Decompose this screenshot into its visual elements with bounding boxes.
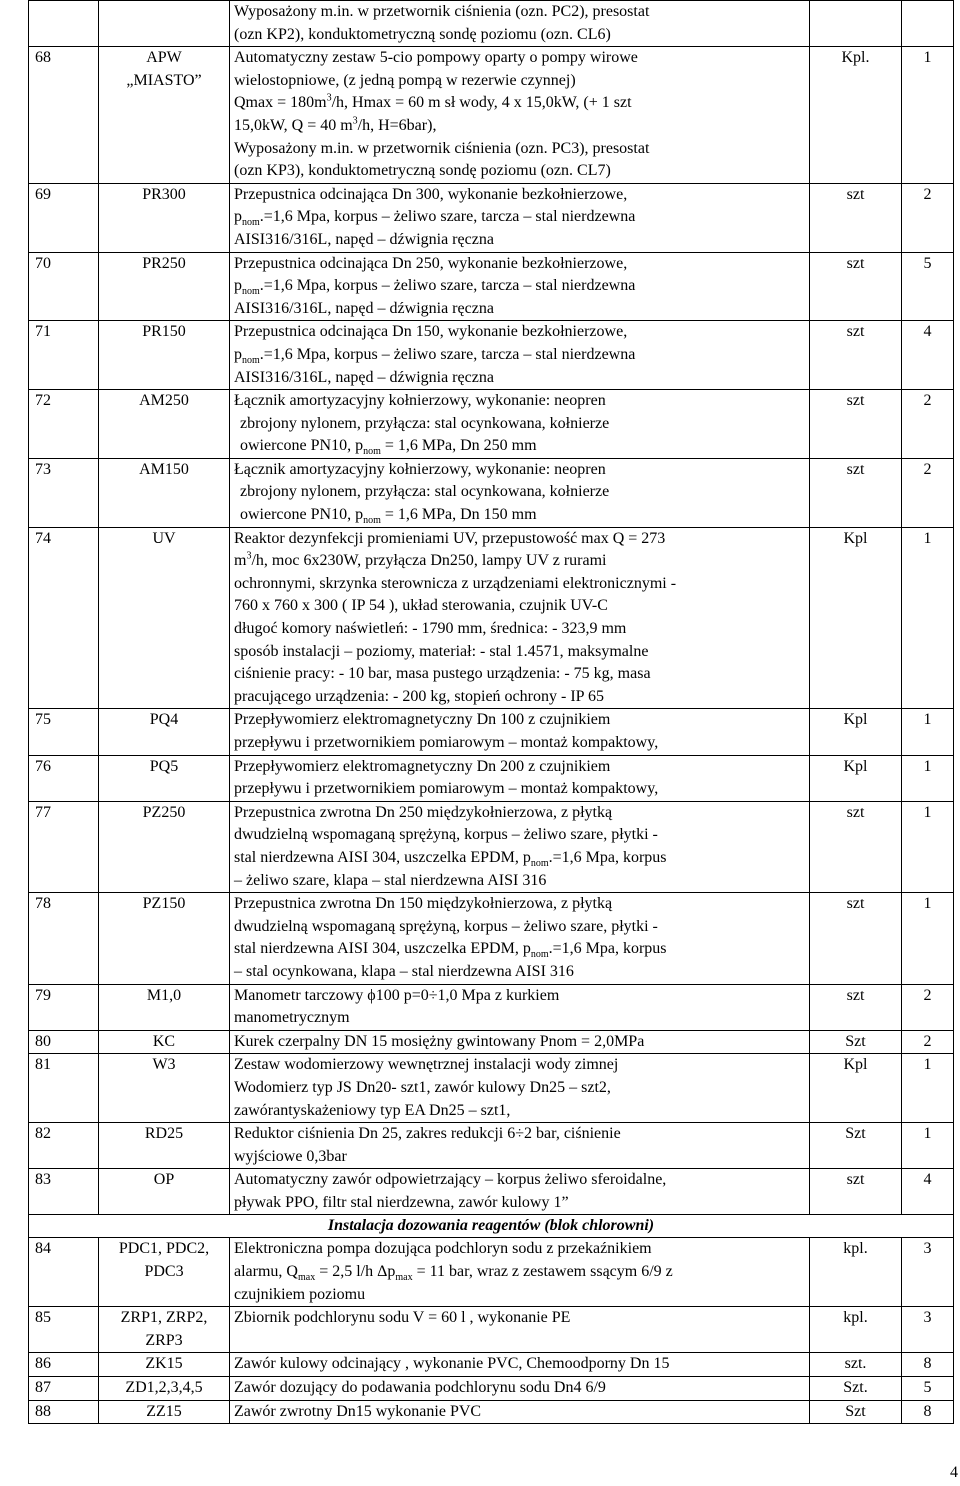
item-code-line: RD25 xyxy=(144,1125,184,1143)
item-description-line: dwudzielną wspomaganą sprężyną, korpus – żeliwo szare, płytki - xyxy=(234,917,658,935)
item-number: 69 xyxy=(29,183,99,252)
item-description-line: – stal ocynkowana, klapa – stal nierdzewna AISI 316 xyxy=(234,962,574,980)
item-number: 78 xyxy=(29,893,99,984)
item-number: 74 xyxy=(29,527,99,709)
item-description xyxy=(230,1307,810,1353)
item-unit: szt. xyxy=(810,1353,902,1377)
item-code-line: PQ4 xyxy=(149,711,179,729)
table-row xyxy=(29,1169,954,1215)
item-quantity: 1 xyxy=(902,709,954,755)
item-quantity: 2 xyxy=(902,390,954,459)
table-row xyxy=(29,1377,954,1401)
item-description-line: $m^3/h$, moc 6x230W, przyłącza Dn250, lampy UV z rurami xyxy=(234,550,607,570)
item-description xyxy=(230,47,810,184)
item-description-line: Wyposażony m.in. w przetwornik ciśnienia (ozn. PC2), presostat xyxy=(234,3,650,20)
table-row xyxy=(29,1,954,47)
item-code xyxy=(99,755,230,801)
item-description-line: AISI316/316L, napęd – dźwignia ręczna xyxy=(234,230,494,248)
item-code xyxy=(99,984,230,1030)
item-unit: Kpl xyxy=(810,527,902,709)
item-code xyxy=(99,1054,230,1123)
item-description xyxy=(230,321,810,390)
item-description-line: $p_{nom}.=1,6$ Mpa, korpus – żeliwo szare, tarcza – stal nierdzewna xyxy=(234,345,636,367)
item-code-line: ZRP1, ZRP2, xyxy=(120,1309,208,1327)
table-row xyxy=(29,893,954,984)
item-description-line: wyjściowe 0,3bar xyxy=(234,1147,347,1165)
item-description xyxy=(230,458,810,527)
item-unit: szt xyxy=(810,801,902,892)
item-description-line: AISI316/316L, napęd – dźwignia ręczna xyxy=(234,299,494,317)
item-description-line: zbrojony nylonem, przyłącza: stal ocynkowana, kołnierze xyxy=(240,414,610,432)
item-number xyxy=(29,1,99,47)
item-description-line: Reduktor ciśnienia Dn 25, zakres redukcji 6÷2 bar, ciśnienie xyxy=(234,1125,621,1143)
item-description-line: Zestaw wodomierzowy wewnętrznej instalacji wody zimnej xyxy=(234,1056,619,1074)
item-quantity: 2 xyxy=(902,183,954,252)
item-description-line: stal nierdzewna AISI 304, uszczelka EPDM, $p_{nom}.=1,6$ Mpa, korpus xyxy=(234,848,667,870)
section-heading: Instalacja dozowania reagentów (blok chlorowni) xyxy=(29,1215,954,1238)
item-description-line: Automatyczny zestaw 5-cio pompowy oparty o pompy wirowe xyxy=(234,49,638,67)
item-description-line: AISI316/316L, napęd – dźwignia ręczna xyxy=(234,368,494,386)
item-description xyxy=(230,801,810,892)
page-number: 4 xyxy=(950,1464,958,1481)
item-unit: szt xyxy=(810,183,902,252)
item-number: 79 xyxy=(29,984,99,1030)
item-description-line: wielostopniowe, (z jedną pompą w rezerwie czynnej) xyxy=(234,71,576,89)
item-unit: szt xyxy=(810,321,902,390)
item-quantity: 2 xyxy=(902,458,954,527)
table-row xyxy=(29,1030,954,1054)
item-description xyxy=(230,1,810,47)
item-quantity: 2 xyxy=(902,984,954,1030)
item-code xyxy=(99,1169,230,1215)
item-code-line: PDC3 xyxy=(144,1263,184,1281)
item-description xyxy=(230,984,810,1030)
item-code-line: PDC1, PDC2, xyxy=(118,1240,210,1258)
item-unit: Kpl. xyxy=(810,47,902,184)
table-row xyxy=(29,321,954,390)
item-description-line: Łącznik amortyzacyjny kołnierzowy, wykonanie: neopren xyxy=(234,460,606,478)
item-code xyxy=(99,1,230,47)
item-description-line: zbrojony nylonem, przyłącza: stal ocynkowana, kołnierze xyxy=(240,483,610,501)
table-row xyxy=(29,1307,954,1353)
item-code xyxy=(99,183,230,252)
item-description xyxy=(230,709,810,755)
item-code-line: PZ150 xyxy=(142,895,186,913)
item-unit: kpl. xyxy=(810,1307,902,1353)
table-row xyxy=(29,458,954,527)
item-description xyxy=(230,183,810,252)
item-description xyxy=(230,390,810,459)
item-description-line: ciśnienie pracy: - 10 bar, masa pustego urządzenia: - 75 kg, masa xyxy=(234,665,651,683)
item-code-line: M1,0 xyxy=(146,986,182,1004)
item-quantity: 3 xyxy=(902,1307,954,1353)
table-row xyxy=(29,47,954,184)
item-code xyxy=(99,321,230,390)
item-quantity: 5 xyxy=(902,252,954,321)
item-description-line: Elektroniczna pompa dozująca podchloryn sodu z przekaźnikiem xyxy=(234,1240,652,1258)
item-description xyxy=(230,1238,810,1307)
item-number: 80 xyxy=(29,1030,99,1054)
item-number: 76 xyxy=(29,755,99,801)
item-description-line: $p_{nom}.=1,6$ Mpa, korpus – żeliwo szare, tarcza – stal nierdzewna xyxy=(234,208,636,229)
item-unit: Kpl xyxy=(810,709,902,755)
item-description-line: przepływu i przetwornikiem pomiarowym – montaż kompaktowy, xyxy=(234,780,659,798)
table-row xyxy=(29,801,954,892)
item-unit: Szt xyxy=(810,1400,902,1424)
item-code xyxy=(99,1377,230,1401)
item-quantity: 1 xyxy=(902,1054,954,1123)
table-row xyxy=(29,1238,954,1307)
item-code xyxy=(99,1238,230,1307)
item-description-line: zawórantyskażeniowy typ EA Dn25 – szt1, xyxy=(234,1101,511,1119)
item-number: 68 xyxy=(29,47,99,184)
item-code-line: PQ5 xyxy=(149,757,179,775)
item-code xyxy=(99,1400,230,1424)
item-code xyxy=(99,1123,230,1169)
item-code xyxy=(99,1030,230,1054)
item-description-line: 760 x 760 x 300 ( IP 54 ), układ sterowania, czujnik UV-C xyxy=(234,597,608,615)
item-code-line: AM150 xyxy=(139,460,189,478)
item-code-line: APW xyxy=(146,49,182,67)
item-description-line: 15,0kW, Q = 40 $m^3/h$, H=6bar), xyxy=(234,115,437,134)
item-description xyxy=(230,1400,810,1424)
item-code-line: PR150 xyxy=(142,323,186,341)
item-description-line: Przepływomierz elektromagnetyczny Dn 100 z czujnikiem xyxy=(234,711,611,729)
item-code-line: ZD1,2,3,4,5 xyxy=(125,1379,203,1397)
item-description-line: owiercone PN10, $p_{nom} = 1,6$ MPa, Dn 250 mm xyxy=(240,437,537,458)
table-row xyxy=(29,984,954,1030)
item-quantity: 8 xyxy=(902,1353,954,1377)
item-unit: szt xyxy=(810,390,902,459)
item-description xyxy=(230,755,810,801)
item-number: 73 xyxy=(29,458,99,527)
item-description-line: Manometr tarczowy ϕ100 p=0÷1,0 Mpa z kurkiem xyxy=(234,986,560,1004)
item-description xyxy=(230,893,810,984)
item-number: 81 xyxy=(29,1054,99,1123)
item-description-line: Przepustnica zwrotna Dn 250 międzykołnierzowa, z płytką xyxy=(234,803,613,821)
item-unit: szt xyxy=(810,458,902,527)
section-row xyxy=(29,1215,954,1238)
item-number: 88 xyxy=(29,1400,99,1424)
item-description-line: $Qmax = 180m^3/h$, Hmax = 60 m sł wody, 4 x 15,0kW, (+ 1 szt xyxy=(234,93,632,112)
item-description xyxy=(230,1054,810,1123)
table-row xyxy=(29,252,954,321)
item-description-line: (ozn KP2), konduktometryczną sondę poziomu (ozn. CL6) xyxy=(234,25,611,43)
item-description-line: Kurek czerpalny DN 15 mosiężny gwintowany Pnom = 2,0MPa xyxy=(234,1032,645,1050)
item-unit: szt xyxy=(810,1169,902,1215)
item-code xyxy=(99,252,230,321)
item-code-line: ZK15 xyxy=(145,1355,183,1373)
item-code xyxy=(99,527,230,709)
item-description xyxy=(230,252,810,321)
item-description xyxy=(230,1123,810,1169)
item-code-line: ZRP3 xyxy=(145,1331,183,1349)
item-quantity: 2 xyxy=(902,1030,954,1054)
item-quantity: 3 xyxy=(902,1238,954,1307)
item-quantity: 5 xyxy=(902,1377,954,1401)
item-quantity xyxy=(902,1,954,47)
item-code-line: KC xyxy=(152,1032,176,1050)
item-number: 85 xyxy=(29,1307,99,1353)
item-description-line: stal nierdzewna AISI 304, uszczelka EPDM, $p_{nom}.=1,6$ Mpa, korpus xyxy=(234,940,667,961)
item-description-line: długoć komory naświetleń: - 1790 mm, średnica: - 323,9 mm xyxy=(234,620,627,638)
item-code xyxy=(99,390,230,459)
item-description-line: manometrycznym xyxy=(234,1009,350,1027)
table-row xyxy=(29,1400,954,1424)
item-number: 84 xyxy=(29,1238,99,1307)
specification-table xyxy=(28,0,954,1424)
item-code-line: UV xyxy=(152,529,176,547)
item-description-line: alarmu, $Q_{max} = 2,5$ l/h $\Delta p_{max} = 11$ bar, wraz z zestawem ssącym 6/9 z xyxy=(234,1263,673,1284)
item-description-line: Przepustnica odcinająca Dn 150, wykonanie bezkołnierzowe, xyxy=(234,323,628,341)
item-code xyxy=(99,1353,230,1377)
item-description-line: czujnikiem poziomu xyxy=(234,1285,366,1303)
table-row xyxy=(29,183,954,252)
table-row xyxy=(29,390,954,459)
item-description-line: $p_{nom}.=1,6$ Mpa, korpus – żeliwo szare, tarcza – stal nierdzewna xyxy=(234,277,636,298)
item-unit xyxy=(810,1,902,47)
item-unit: Szt xyxy=(810,1123,902,1169)
item-description-line: Przepustnica odcinająca Dn 300, wykonanie bezkołnierzowe, xyxy=(234,185,628,203)
item-description xyxy=(230,1377,810,1401)
item-description-line: (ozn KP3), konduktometryczną sondę poziomu (ozn. CL7) xyxy=(234,162,611,180)
item-description-line: sposób instalacji – poziomy, materiał: - stal 1.4571, maksymalne xyxy=(234,642,649,660)
item-code-line: OP xyxy=(153,1171,175,1189)
item-unit: szt xyxy=(810,893,902,984)
item-description-line: Przepustnica zwrotna Dn 150 międzykołnierzowa, z płytką xyxy=(234,895,613,913)
item-description-line: Reaktor dezynfekcji promieniami UV, przepustowość max Q = 273 xyxy=(234,529,666,547)
item-quantity: 1 xyxy=(902,47,954,184)
item-description-line: Przepływomierz elektromagnetyczny Dn 200 z czujnikiem xyxy=(234,757,611,775)
table-row xyxy=(29,709,954,755)
item-unit: Kpl xyxy=(810,755,902,801)
item-code xyxy=(99,709,230,755)
item-quantity: 8 xyxy=(902,1400,954,1424)
item-quantity: 4 xyxy=(902,321,954,390)
item-description-line: przepływu i przetwornikiem pomiarowym – montaż kompaktowy, xyxy=(234,734,659,751)
table-row xyxy=(29,755,954,801)
item-description xyxy=(230,1169,810,1215)
item-code-line: PR300 xyxy=(142,185,186,203)
item-description-line: Automatyczny zawór odpowietrzający – korpus żeliwo sferoidalne, xyxy=(234,1171,667,1189)
item-description-line: – żeliwo szare, klapa – stal nierdzewna AISI 316 xyxy=(234,871,547,889)
item-number: 71 xyxy=(29,321,99,390)
item-quantity: 1 xyxy=(902,1123,954,1169)
item-description-line: Zawór dozujący do podawania podchlorynu sodu Dn4 6/9 xyxy=(234,1379,606,1397)
item-description-line: Wodomierz typ JS Dn20- szt1, zawór kulowy Dn25 – szt2, xyxy=(234,1078,611,1096)
item-description xyxy=(230,1030,810,1054)
item-description-line: Zawór kulowy odcinający , wykonanie PVC, Chemoodporny Dn 15 xyxy=(234,1355,670,1373)
table-row xyxy=(29,1123,954,1169)
item-code-line: „MIASTO” xyxy=(126,71,202,89)
item-description-line: Wyposażony m.in. w przetwornik ciśnienia (ozn. PC3), presostat xyxy=(234,139,650,157)
item-unit: Szt xyxy=(810,1030,902,1054)
item-description-line: Przepustnica odcinająca Dn 250, wykonanie bezkołnierzowe, xyxy=(234,254,628,272)
item-code-line: AM250 xyxy=(139,392,189,410)
item-unit: Szt. xyxy=(810,1377,902,1401)
item-description-line: dwudzielną wspomaganą sprężyną, korpus – żeliwo szare, płytki - xyxy=(234,826,658,844)
item-description-line: pracującego urządzenia: - 200 kg, stopień ochrony - IP 65 xyxy=(234,687,604,705)
item-quantity: 1 xyxy=(902,801,954,892)
item-code xyxy=(99,47,230,184)
item-number: 72 xyxy=(29,390,99,459)
item-code-line: ZZ15 xyxy=(146,1402,182,1420)
item-code-line: PZ250 xyxy=(142,803,186,821)
item-code xyxy=(99,893,230,984)
item-description-line: pływak PPO, filtr stal nierdzewna, zawór kulowy 1” xyxy=(234,1193,569,1211)
item-code-line: PR250 xyxy=(142,254,186,272)
item-description-line: ochronnymi, skrzynka sterownicza z urządzeniami elektronicznymi - xyxy=(234,574,677,592)
item-unit: kpl. xyxy=(810,1238,902,1307)
item-description-line: owiercone PN10, $p_{nom} = 1,6$ MPa, Dn 150 mm xyxy=(240,506,537,527)
item-number: 87 xyxy=(29,1377,99,1401)
item-quantity: 4 xyxy=(902,1169,954,1215)
item-code xyxy=(99,801,230,892)
item-number: 75 xyxy=(29,709,99,755)
item-number: 86 xyxy=(29,1353,99,1377)
item-description xyxy=(230,527,810,709)
item-quantity: 1 xyxy=(902,527,954,709)
item-description xyxy=(230,1353,810,1377)
item-number: 83 xyxy=(29,1169,99,1215)
item-code xyxy=(99,458,230,527)
item-description-line: Zbiornik podchlorynu sodu V = 60 l , wykonanie PE xyxy=(234,1309,571,1327)
item-description-line: Łącznik amortyzacyjny kołnierzowy, wykonanie: neopren xyxy=(234,392,606,410)
item-number: 70 xyxy=(29,252,99,321)
item-code xyxy=(99,1307,230,1353)
item-number: 82 xyxy=(29,1123,99,1169)
table-row xyxy=(29,1353,954,1377)
item-quantity: 1 xyxy=(902,755,954,801)
table-row xyxy=(29,1054,954,1123)
item-quantity: 1 xyxy=(902,893,954,984)
item-number: 77 xyxy=(29,801,99,892)
specification-table-body xyxy=(29,1,954,1424)
item-code-line: W3 xyxy=(152,1056,176,1074)
table-row xyxy=(29,527,954,709)
item-unit: szt xyxy=(810,252,902,321)
item-description-line: Zawór zwrotny Dn15 wykonanie PVC xyxy=(234,1402,482,1420)
item-unit: szt xyxy=(810,984,902,1030)
item-unit: Kpl xyxy=(810,1054,902,1123)
